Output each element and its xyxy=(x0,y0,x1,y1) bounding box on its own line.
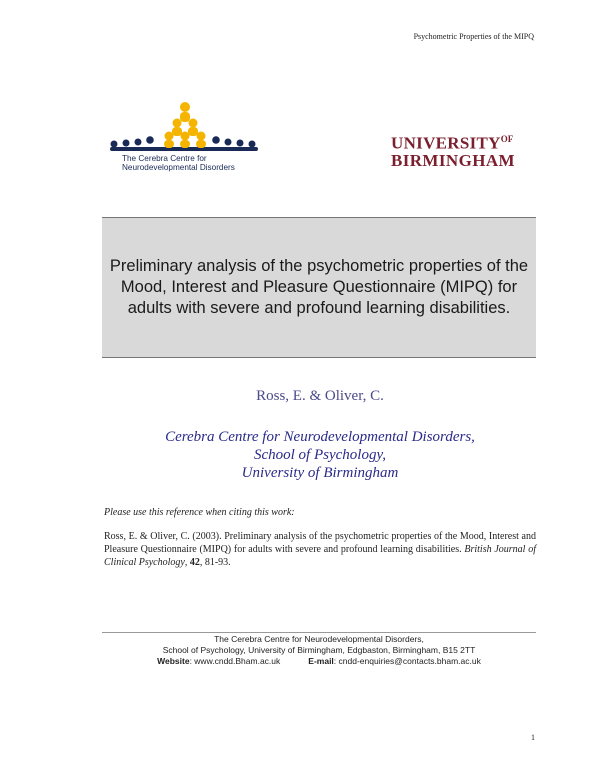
affiliation-line2: School of Psychology, xyxy=(253,447,387,463)
logo-caption-line1: The Cerebra Centre for xyxy=(122,154,207,163)
footer-divider xyxy=(102,632,536,633)
reference-volume: 42 xyxy=(189,557,200,568)
website-label: Website xyxy=(157,656,190,666)
title-box xyxy=(102,217,536,358)
reference-journal: British Journal of Clinical Psychology xyxy=(104,544,536,568)
footer-contacts xyxy=(102,656,536,667)
authors: Ross, E. & Oliver, C. xyxy=(256,388,384,404)
page-title: Preliminary analysis of the psychometric properties of the Mood, Interest and Pleasure Questionnaire (MIPQ) for adults with severe and profound learning disabilities. xyxy=(109,257,529,317)
footer-line2: School of Psychology, University of Birmingham, Edgbaston, Birmingham, B15 2TT xyxy=(162,645,476,655)
affiliation-line3: University of Birmingham xyxy=(241,465,399,481)
footer-line1: The Cerebra Centre for Neurodevelopmental Disorders, xyxy=(214,634,424,644)
footer-email xyxy=(308,656,481,667)
university-of-birmingham-logo xyxy=(391,131,515,169)
reference xyxy=(104,530,536,569)
email-link[interactable]: : cndd-enquiries@contacts.bham.ac.uk xyxy=(333,656,481,666)
logo-caption-line2: Neurodevelopmental Disorders xyxy=(122,163,235,172)
running-head: Psychometric Properties of the MIPQ xyxy=(413,32,534,41)
footer-website xyxy=(157,656,280,667)
email-label: E-mail xyxy=(308,656,334,666)
page-number: 1 xyxy=(531,733,535,742)
people-figures-icon xyxy=(106,100,276,160)
affiliation xyxy=(0,428,600,482)
university-word: UNIVERSITY xyxy=(391,133,501,153)
website-link[interactable]: : www.cndd.Bham.ac.uk xyxy=(189,656,281,666)
reference-sep: , xyxy=(184,557,190,568)
reference-text: Ross, E. & Oliver, C. (2003). Preliminary analysis of the psychometric properties of the Mood, Interest and Pleasure Questionnaire (MIPQ) for adults with severe and profound learning disabilities. xyxy=(104,531,536,555)
university-wordmark-line2: BIRMINGHAM xyxy=(391,150,515,170)
reference-pages: , 81-93. xyxy=(199,557,231,568)
footer xyxy=(102,634,536,667)
of-word: OF xyxy=(500,134,514,144)
university-wordmark-line1 xyxy=(391,131,515,152)
cite-note: Please use this reference when citing this work: xyxy=(104,507,295,518)
affiliation-line1: Cerebra Centre for Neurodevelopmental Disorders, xyxy=(165,429,475,445)
logo-caption xyxy=(122,154,235,172)
